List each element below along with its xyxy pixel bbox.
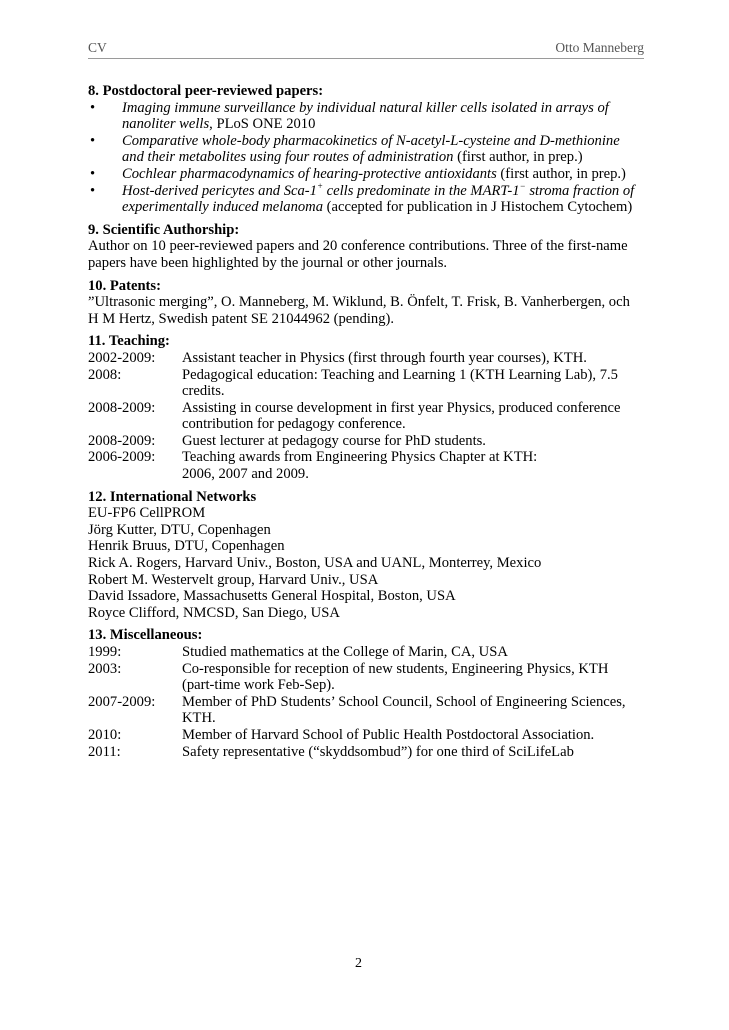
section-text: Author on 10 peer-reviewed papers and 20 conference contributions. Three of the first-name papers have been highlighted by the journal or other journals. <box>88 238 628 271</box>
section-teaching <box>88 333 644 482</box>
section-networks <box>88 489 644 622</box>
section-postdoc-papers <box>88 83 644 216</box>
paper-note: , PLoS ONE 2010 <box>209 116 316 133</box>
entry-date: 2008: <box>88 366 122 383</box>
entry-date: 2002-2009: <box>88 349 156 366</box>
bullet-icon: • <box>90 132 96 149</box>
entry-text: 2006, 2007 and 2009. <box>182 466 309 483</box>
list-item <box>88 180 644 216</box>
bullet-icon: • <box>90 182 96 199</box>
entry-row <box>88 694 644 727</box>
entry-row <box>88 449 644 482</box>
bullet-icon: • <box>90 165 96 182</box>
header-rule <box>88 58 644 59</box>
network-line: Robert M. Westervelt group, Harvard Univ., USA <box>88 571 379 588</box>
network-line: Rick A. Rogers, Harvard Univ., Boston, USA and UANL, Monterrey, Mexico <box>88 555 542 572</box>
network-line: David Issadore, Massachusetts General Hospital, Boston, USA <box>88 588 456 605</box>
entry-text: Pedagogical education: Teaching and Learning 1 (KTH Learning Lab), 7.5 credits. <box>182 366 618 400</box>
entry-row <box>88 661 644 694</box>
network-line: Jörg Kutter, DTU, Copenhagen <box>88 521 271 538</box>
page-header <box>88 40 644 56</box>
section-heading: 11. Teaching: <box>88 333 170 350</box>
section-miscellaneous <box>88 627 644 760</box>
header-right: Otto Manneberg <box>555 40 644 55</box>
entry-row <box>88 744 644 761</box>
network-line: EU-FP6 CellPROM <box>88 505 206 522</box>
entry-text: Member of Harvard School of Public Health Postdoctoral Association. <box>182 726 595 743</box>
paper-title: Imaging immune surveillance by individual natural killer cells isolated in arrays of nanoliter wells <box>122 99 609 133</box>
section-authorship <box>88 222 644 272</box>
entry-row <box>88 350 644 367</box>
network-line: Henrik Bruus, DTU, Copenhagen <box>88 538 285 555</box>
entry-text: Teaching awards from Engineering Physics Chapter at KTH: <box>182 449 538 466</box>
entry-text: Guest lecturer at pedagogy course for PhD students. <box>182 432 486 449</box>
paper-title: Comparative whole-body pharmacokinetics of N-acetyl-L-cysteine and D-methionine and their metabolites using four routes of administration <box>122 132 620 166</box>
entry-date: 2008-2009: <box>88 432 156 449</box>
paper-list <box>88 100 644 216</box>
header-left: CV <box>88 40 107 55</box>
section-heading: 12. International Networks <box>88 488 257 505</box>
section-heading: 9. Scientific Authorship: <box>88 221 240 238</box>
entry-row <box>88 644 644 661</box>
paper-note: (first author, in prep.) <box>453 149 583 166</box>
paper-note: (accepted for publication in J Histochem Cytochem) <box>323 199 633 216</box>
list-item <box>88 166 644 183</box>
page-number: 2 <box>355 956 362 971</box>
section-heading: 8. Postdoctoral peer-reviewed papers: <box>88 83 324 99</box>
superscript: − <box>519 180 526 191</box>
list-item <box>88 133 644 166</box>
entry-text-block <box>182 449 644 482</box>
entry-text: Member of PhD Students’ School Council, School of Engineering Sciences, KTH. <box>182 693 626 727</box>
entry-date: 2007-2009: <box>88 693 156 710</box>
entry-date: 2008-2009: <box>88 399 156 416</box>
entry-text: Co-responsible for reception of new students, Engineering Physics, KTH (part-time work Feb-Sep). <box>182 660 609 694</box>
entry-row <box>88 400 644 433</box>
network-line: Royce Clifford, NMCSD, San Diego, USA <box>88 604 340 621</box>
entry-date: 1999: <box>88 644 122 660</box>
paper-title: Cochlear pharmacodynamics of hearing-protective antioxidants <box>122 165 497 182</box>
entry-date: 2010: <box>88 726 122 743</box>
list-item <box>88 100 644 133</box>
entry-date: 2006-2009: <box>88 449 156 466</box>
bullet-icon: • <box>90 99 96 116</box>
section-heading: 10. Patents: <box>88 277 161 294</box>
section-patents <box>88 278 644 328</box>
entry-date: 2011: <box>88 743 121 760</box>
paper-title: stroma fraction of experimentally induced melanoma <box>122 182 635 216</box>
entry-date: 2003: <box>88 660 122 677</box>
entry-text: Assistant teacher in Physics (first through fourth year courses), KTH. <box>182 349 587 366</box>
entry-row <box>88 367 644 400</box>
entry-text: Assisting in course development in first year Physics, produced conference contribution for pedagogy conference. <box>182 399 621 433</box>
entry-text: Studied mathematics at the College of Marin, CA, USA <box>182 644 508 660</box>
paper-note: (first author, in prep.) <box>496 165 626 182</box>
paper-title: cells predominate in the MART-1 <box>323 182 520 199</box>
paper-title: Host-derived pericytes and Sca-1 <box>122 182 317 199</box>
entry-row <box>88 433 644 450</box>
document-body <box>88 83 644 766</box>
entry-row <box>88 727 644 744</box>
entry-text: Safety representative (“skyddsombud”) for one third of SciLifeLab <box>182 743 574 760</box>
superscript: + <box>316 180 324 191</box>
section-text: ”Ultrasonic merging”, O. Manneberg, M. Wiklund, B. Önfelt, T. Frisk, B. Vanherbergen, och H M Hertz, Swedish patent SE 21044962 (pending). <box>88 294 630 327</box>
section-heading: 13. Miscellaneous: <box>88 627 203 644</box>
